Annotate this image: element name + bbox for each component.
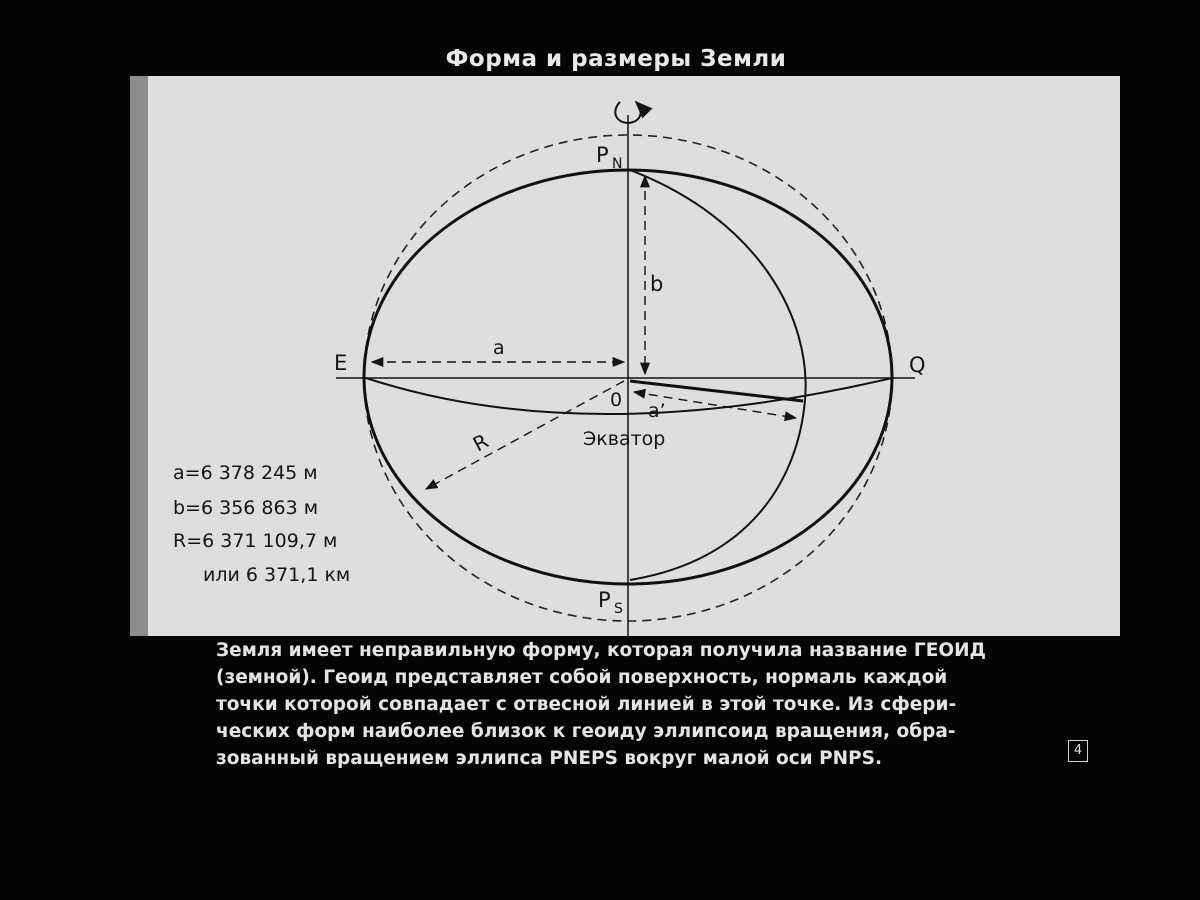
point-e-label: E — [334, 351, 348, 375]
caption-line: (земной). Геоид представляет собой поверхность, нормаль каждой — [216, 667, 948, 688]
center-label: 0 — [610, 389, 623, 411]
radius-label: R — [468, 428, 493, 457]
center-to-meridian-line — [630, 381, 803, 401]
semi-major-label: a — [493, 337, 505, 359]
caption-line: зованный вращением эллипса PNEPS вокруг малой оси PNPS. — [216, 748, 883, 769]
point-q-label: Q — [909, 353, 926, 377]
caption-line: Земля имеет неправильную форму, которая получила название ГЕОИД — [216, 640, 987, 661]
value-R-km: или 6 371,1 км — [203, 564, 351, 586]
caption-text — [216, 637, 1028, 772]
semi-minor-label: b — [650, 272, 664, 296]
south-pole-subscript: S — [614, 601, 623, 617]
equator-label: Экватор — [583, 428, 666, 450]
semi-major-prime-label: a’ — [648, 400, 666, 422]
equator-arc — [366, 378, 892, 414]
meridian-arc — [630, 170, 806, 580]
slide-title: Форма и размеры Земли — [445, 46, 787, 72]
caption-line: точки которой совпадает с отвесной линией в этой точке. Из сфери- — [216, 694, 957, 715]
north-pole-label: P — [596, 143, 609, 167]
value-b: b=6 356 863 м — [173, 497, 319, 519]
page-number: 4 — [1068, 740, 1088, 762]
value-R: R=6 371 109,7 м — [173, 530, 338, 552]
caption-line: ческих форм наиболее близок к геоиду эллипсоид вращения, обра- — [216, 721, 956, 742]
value-a: a=6 378 245 м — [173, 462, 318, 484]
north-pole-subscript: N — [612, 156, 623, 172]
south-pole-label: P — [598, 588, 611, 612]
